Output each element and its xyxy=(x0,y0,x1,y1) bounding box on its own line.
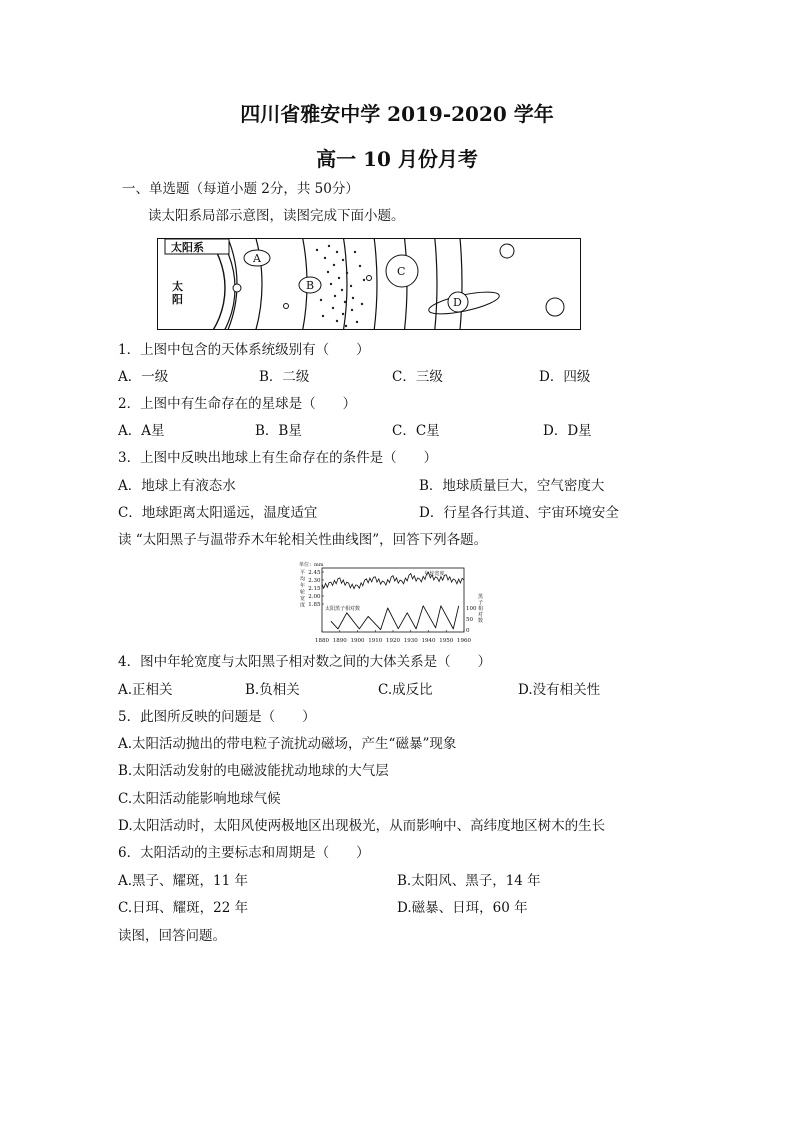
question-3: 3．上图中反映出地球上有生命存在的条件是（ ） xyxy=(118,450,438,466)
planet-c-label: C xyxy=(397,265,406,278)
planet-b-moon xyxy=(284,304,289,309)
question-2: 2．上图中有生命存在的星球是（ ） xyxy=(118,396,357,412)
planet-b-label: B xyxy=(306,279,315,292)
right-axis-label-char: 相 xyxy=(478,606,484,612)
q4-option-d: D.没有相关性 xyxy=(518,682,601,698)
series-sunspot-label: 太阳黑子相对数 xyxy=(325,606,361,612)
sun-label-1: 太 xyxy=(172,280,183,293)
left-tick-label: 1.85 xyxy=(308,602,321,608)
x-tick-label: 1880 xyxy=(315,638,329,644)
chart-intro: 读 “太阳黑子与温带乔木年轮相关性曲线图”，回答下列各题。 xyxy=(118,532,488,548)
q3-option-c: C．地球距离太阳遥远，温度适宜 xyxy=(118,505,318,521)
q6-option-b: B.太阳风、黑子，14 年 xyxy=(397,873,541,889)
section-heading: 一、单选题（每道小题 2分，共 50分） xyxy=(122,181,359,197)
series-ring-width-label: 年轮宽度 xyxy=(424,571,445,577)
left-axis-label-char: 轮 xyxy=(300,589,306,596)
question-1: 1．上图中包含的天体系统级别有（ ） xyxy=(118,342,370,358)
section-intro: 读太阳系局部示意图，读图完成下面小题。 xyxy=(148,208,405,224)
planet-a-moon xyxy=(233,284,241,292)
right-tick-label: 50 xyxy=(466,617,473,623)
left-axis-label-char: 平 xyxy=(300,570,306,576)
q1-option-a: A．一级 xyxy=(118,369,169,385)
right-axis-label-char: 黑 xyxy=(478,594,484,600)
x-tick-label: 1940 xyxy=(421,638,436,644)
q2-option-c: C．C星 xyxy=(392,423,440,439)
q4-option-a: A.正相关 xyxy=(118,682,173,698)
q6-option-a: A.黑子、耀斑，11 年 xyxy=(118,873,249,889)
planet-d-label: D xyxy=(453,296,462,309)
question-6: 6．太阳活动的主要标志和周期是（ ） xyxy=(118,845,370,861)
q3-option-a: A．地球上有液态水 xyxy=(118,478,236,494)
q5-option-a: A.太阳活动抛出的带电粒子流扰动磁场，产生“磁暴”现象 xyxy=(118,736,457,752)
sunspot-tree-ring-chart xyxy=(298,560,484,646)
left-tick-label: 2.45 xyxy=(308,570,321,576)
left-axis-label-char: 宽 xyxy=(300,596,306,602)
q1-option-c: C．三级 xyxy=(392,369,443,385)
planet-uranus xyxy=(500,244,514,258)
right-axis-label-char: 对 xyxy=(478,612,484,618)
q3-option-b: B．地球质量巨大，空气密度大 xyxy=(419,478,605,494)
x-tick-label: 1950 xyxy=(439,638,454,644)
q5-option-b: B.太阳活动发射的电磁波能扰动地球的大气层 xyxy=(118,763,389,779)
right-tick-label: 100 xyxy=(466,606,477,612)
q2-option-d: D．D星 xyxy=(543,423,592,439)
left-tick-label: 2.00 xyxy=(308,594,321,600)
right-axis-label-char: 子 xyxy=(478,600,484,606)
q5-option-c: C.太阳活动能影响地球气候 xyxy=(118,791,281,807)
solar-system-label: 太阳系 xyxy=(171,241,204,254)
right-axis-label-char: 数 xyxy=(478,618,484,624)
q2-option-b: B．B星 xyxy=(255,423,302,439)
x-tick-label: 1900 xyxy=(350,638,365,644)
x-tick-label: 1890 xyxy=(332,638,347,644)
planet-a-label: A xyxy=(253,252,261,265)
q4-option-b: B.负相关 xyxy=(245,682,300,698)
left-axis-label-char: 度 xyxy=(300,602,306,609)
solar-system-figure xyxy=(157,238,581,330)
question-4: 4．图中年轮宽度与太阳黑子相对数之间的大体关系是（ ） xyxy=(118,654,492,670)
q1-option-b: B．二级 xyxy=(259,369,310,385)
closing-text: 读图，回答问题。 xyxy=(118,928,226,944)
planet-c-moon xyxy=(367,276,372,281)
q6-option-d: D.磁暴、日珥，60 年 xyxy=(397,900,528,916)
q2-option-a: A．A星 xyxy=(118,423,165,439)
left-tick-label: 2.15 xyxy=(308,586,321,592)
x-tick-label: 1910 xyxy=(368,638,383,644)
document-subtitle: 高一 10 月份月考 xyxy=(316,147,478,171)
q3-option-d: D．行星各行其道、宇宙环境安全 xyxy=(419,505,619,521)
left-tick-label: 2.30 xyxy=(308,578,321,584)
q6-option-c: C.日珥、耀斑，22 年 xyxy=(118,900,249,916)
q4-option-c: C.成反比 xyxy=(378,682,433,698)
planet-neptune xyxy=(546,298,564,316)
x-tick-label: 1960 xyxy=(457,638,471,644)
q5-option-d: D.太阳活动时，太阳风使两极地区出现极光，从而影响中、高纬度地区树木的生长 xyxy=(118,818,606,834)
x-tick-label: 1920 xyxy=(386,638,400,644)
chart-unit-label: 单位：mm xyxy=(299,562,324,568)
chart-frame xyxy=(322,568,464,632)
left-axis-label-char: 年 xyxy=(300,583,306,589)
q1-option-d: D．四级 xyxy=(539,369,591,385)
document-title: 四川省雅安中学 2019-2020 学年 xyxy=(240,102,554,126)
sun-label-2: 阳 xyxy=(172,293,183,306)
left-axis-label-char: 均 xyxy=(300,576,306,583)
question-5: 5．此图所反映的问题是（ ） xyxy=(118,709,316,725)
right-tick-label: 0 xyxy=(466,628,470,634)
x-tick-label: 1930 xyxy=(403,638,418,644)
